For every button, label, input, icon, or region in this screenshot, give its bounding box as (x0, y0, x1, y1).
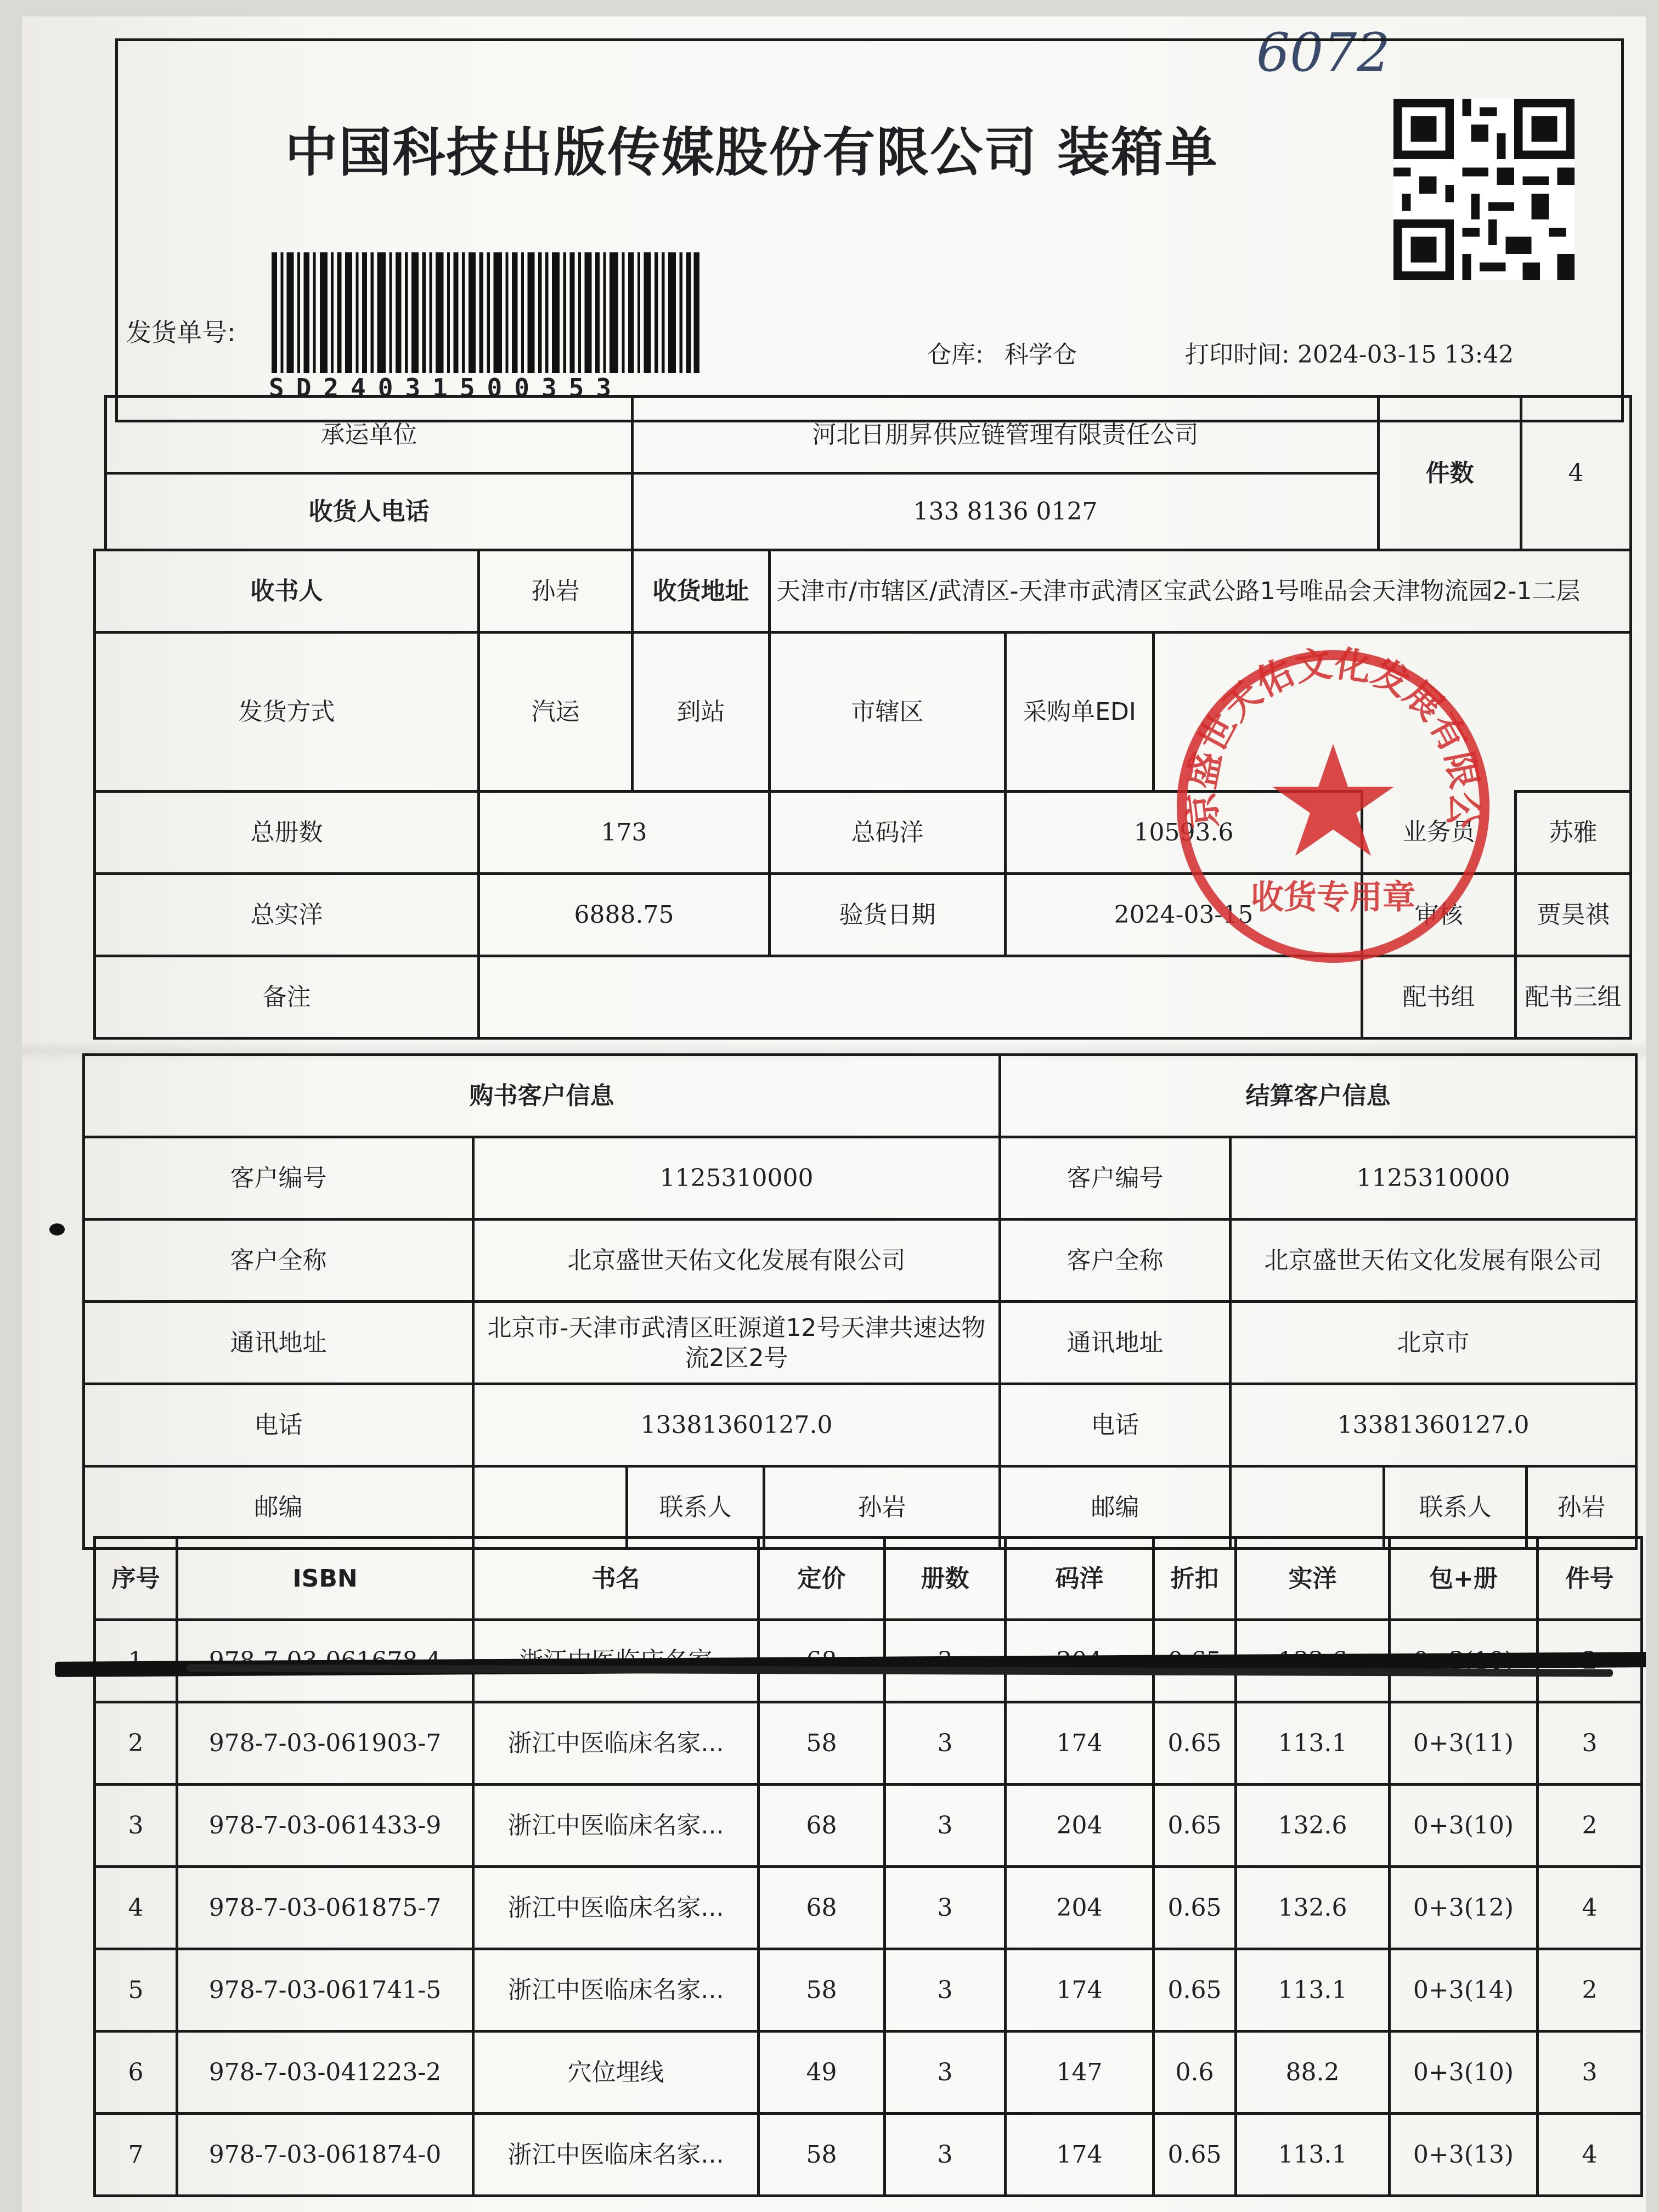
table-cell: 0+3(11) (1390, 1702, 1538, 1785)
buyer-phone: 13381360127.0 (473, 1384, 1000, 1466)
table-cell: 3 (885, 2114, 1006, 2196)
list-total: 10593.6 (1006, 792, 1362, 874)
table-cell: 204 (1006, 1785, 1154, 1867)
remark-value (479, 956, 1362, 1039)
items-header-cell: ISBN (177, 1538, 473, 1620)
table-cell: 174 (1006, 1949, 1154, 2032)
table-cell: 0.65 (1154, 2114, 1236, 2196)
warehouse (927, 335, 1077, 370)
table-cell: 0+3(10) (1390, 2032, 1538, 2114)
net-total-label: 总实洋 (95, 874, 479, 956)
items-header-cell: 册数 (885, 1538, 1006, 1620)
table-cell: 浙江中医临床名家... (473, 1949, 759, 2032)
receiver-label: 收书人 (95, 550, 479, 633)
table-row (95, 1867, 1642, 1949)
delivery-arrival: 到站 (633, 633, 770, 792)
buyer-addr-label: 通讯地址 (84, 1302, 473, 1384)
print-time-value: 2024-03-15 13:42 (1297, 341, 1514, 369)
group: 配书三组 (1516, 956, 1631, 1039)
delivery-district: 市辖区 (770, 633, 1006, 792)
print-time (1185, 335, 1514, 370)
buyer-contact: 孙岩 (764, 1466, 1000, 1549)
group-label: 配书组 (1362, 956, 1516, 1039)
table-cell: 3 (885, 1867, 1006, 1949)
table-cell: 0+3(14) (1390, 1949, 1538, 2032)
table-cell: 2 (95, 1702, 177, 1785)
table-cell: 978-7-03-061903-7 (177, 1702, 473, 1785)
list-total-label: 总码洋 (770, 792, 1006, 874)
table-cell: 浙江中医临床名家... (473, 1785, 759, 1867)
items-header-cell: 折扣 (1154, 1538, 1236, 1620)
delivery-order-type: 采购单EDI (1006, 633, 1154, 792)
items-table (93, 1536, 1643, 2197)
items-header-cell: 件号 (1538, 1538, 1642, 1620)
items-header-cell: 书名 (473, 1538, 759, 1620)
table-cell: 204 (1006, 1867, 1154, 1949)
table-cell: 3 (885, 2032, 1006, 2114)
buyer-header: 购书客户信息 (84, 1055, 1000, 1137)
items-header-cell: 码洋 (1006, 1538, 1154, 1620)
table-cell: 7 (95, 2114, 177, 2196)
table-cell: 68 (759, 1785, 885, 1867)
seal-subtext: 收货专用章 (1251, 878, 1415, 917)
table-cell: 3 (885, 1702, 1006, 1785)
table-cell: 113.1 (1236, 1702, 1390, 1785)
carrier-label: 承运单位 (106, 397, 633, 473)
items-header-cell: 定价 (759, 1538, 885, 1620)
table-cell: 2 (1538, 1785, 1642, 1867)
table-cell: 3 (885, 1785, 1006, 1867)
settle-name-label: 客户全称 (1000, 1220, 1231, 1302)
table-cell: 58 (759, 2114, 885, 2196)
table-row (95, 1785, 1642, 1867)
pieces-value: 4 (1521, 397, 1631, 550)
settle-phone: 13381360127.0 (1231, 1384, 1637, 1466)
barcode (272, 252, 699, 373)
address-value: 天津市/市辖区/武清区-天津市武清区宝武公路1号唯品会天津物流园2-1二层 (770, 550, 1631, 633)
table-cell: 3 (95, 1785, 177, 1867)
table-cell: 147 (1006, 2032, 1154, 2114)
recipient-table (93, 549, 1632, 1040)
customer-table (82, 1053, 1638, 1550)
table-cell: 0.6 (1154, 2032, 1236, 2114)
stamp-area (1154, 633, 1631, 792)
table-row (95, 1949, 1642, 2032)
table-cell: 978-7-03-041223-2 (177, 2032, 473, 2114)
table-cell: 6 (95, 2032, 177, 2114)
review-label: 审核 (1362, 874, 1516, 956)
table-cell: 68 (759, 1867, 885, 1949)
settle-zip-label: 邮编 (1000, 1466, 1231, 1549)
items-header-cell: 序号 (95, 1538, 177, 1620)
buyer-name-label: 客户全称 (84, 1220, 473, 1302)
settle-contact: 孙岩 (1527, 1466, 1637, 1549)
items-header-row (95, 1538, 1642, 1620)
settle-phone-label: 电话 (1000, 1384, 1231, 1466)
table-cell: 978-7-03-061875-7 (177, 1867, 473, 1949)
order-no: SD24031500353 (269, 373, 624, 403)
phone-value: 133 8136 0127 (633, 473, 1379, 550)
handwritten-note: 6072 (1256, 22, 1391, 83)
table-cell: 132.6 (1236, 1867, 1390, 1949)
table-cell: 4 (1538, 1867, 1642, 1949)
reviewer: 贾昊祺 (1516, 874, 1631, 956)
table-cell: 58 (759, 1702, 885, 1785)
table-cell: 浙江中医临床名家... (473, 1702, 759, 1785)
table-cell: 0+3(12) (1390, 1867, 1538, 1949)
table-row (95, 2032, 1642, 2114)
table-cell: 2 (1538, 1949, 1642, 2032)
warehouse-value: 科学仓 (1004, 341, 1077, 369)
table-cell: 0+3(13) (1390, 2114, 1538, 2196)
salesperson: 苏雅 (1516, 792, 1631, 874)
settle-addr-label: 通讯地址 (1000, 1302, 1231, 1384)
table-cell: 0+3(10) (1390, 1785, 1538, 1867)
receiver-value: 孙岩 (479, 550, 633, 633)
table-cell: 132.6 (1236, 1785, 1390, 1867)
table-cell: 0.65 (1154, 1949, 1236, 2032)
buyer-contact-label: 联系人 (627, 1466, 764, 1549)
table-cell: 浙江中医临床名家... (473, 2114, 759, 2196)
inspect-date: 2024-03-15 (1006, 874, 1362, 956)
carrier-table (104, 395, 1632, 551)
buyer-addr: 北京市-天津市武清区旺源道12号天津共速达物流2区2号 (473, 1302, 1000, 1384)
carrier-value: 河北日朋昇供应链管理有限责任公司 (633, 397, 1379, 473)
table-cell: 978-7-03-061874-0 (177, 2114, 473, 2196)
table-row (95, 1702, 1642, 1785)
address-label: 收货地址 (633, 550, 770, 633)
table-cell: 穴位埋线 (473, 2032, 759, 2114)
items-header-cell: 包+册 (1390, 1538, 1538, 1620)
buyer-id-label: 客户编号 (84, 1137, 473, 1220)
net-total: 6888.75 (479, 874, 770, 956)
table-cell: 58 (759, 1949, 885, 2032)
settle-header: 结算客户信息 (1000, 1055, 1637, 1137)
pieces-label: 件数 (1379, 397, 1521, 550)
settle-id-label: 客户编号 (1000, 1137, 1231, 1220)
print-time-label: 打印时间: (1185, 341, 1290, 369)
buyer-zip-label: 邮编 (84, 1466, 473, 1549)
buyer-phone-label: 电话 (84, 1384, 473, 1466)
warehouse-label: 仓库: (927, 341, 984, 369)
settle-id: 1125310000 (1231, 1137, 1637, 1220)
table-cell: 3 (1538, 1702, 1642, 1785)
settle-contact-label: 联系人 (1384, 1466, 1527, 1549)
document-title: 中国科技出版传媒股份有限公司 装箱单 (285, 121, 1218, 183)
buyer-name: 北京盛世天佑文化发展有限公司 (473, 1220, 1000, 1302)
delivery-method: 汽运 (479, 633, 633, 792)
table-cell: 0.65 (1154, 1867, 1236, 1949)
table-cell: 49 (759, 2032, 885, 2114)
total-volumes-label: 总册数 (95, 792, 479, 874)
table-cell: 174 (1006, 2114, 1154, 2196)
punch-mark (49, 1223, 65, 1235)
table-cell: 174 (1006, 1702, 1154, 1785)
settle-name: 北京盛世天佑文化发展有限公司 (1231, 1220, 1637, 1302)
table-cell: 浙江中医临床名家... (473, 1867, 759, 1949)
table-cell: 978-7-03-061741-5 (177, 1949, 473, 2032)
table-cell: 978-7-03-061433-9 (177, 1785, 473, 1867)
table-cell: 4 (1538, 2114, 1642, 2196)
seal-text: 京盛世天佑文化发展有限公 (1180, 642, 1486, 831)
table-cell: 4 (95, 1867, 177, 1949)
inspect-date-label: 验货日期 (770, 874, 1006, 956)
remark-label: 备注 (95, 956, 479, 1039)
table-cell: 113.1 (1236, 1949, 1390, 2032)
table-cell: 88.2 (1236, 2032, 1390, 2114)
table-cell: 0.65 (1154, 1785, 1236, 1867)
delivery-method-label: 发货方式 (95, 633, 479, 792)
salesperson-label: 业务员 (1362, 792, 1516, 874)
packing-slip-paper (22, 16, 1646, 2212)
table-cell: 113.1 (1236, 2114, 1390, 2196)
table-cell: 5 (95, 1949, 177, 2032)
table-cell: 0.65 (1154, 1702, 1236, 1785)
qr-code (1393, 99, 1575, 280)
order-no-label: 发货单号: (126, 318, 236, 347)
buyer-id: 1125310000 (473, 1137, 1000, 1220)
settle-addr: 北京市 (1231, 1302, 1637, 1384)
items-header-cell: 实洋 (1236, 1538, 1390, 1620)
total-volumes: 173 (479, 792, 770, 874)
phone-label: 收货人电话 (106, 473, 633, 550)
table-cell: 3 (885, 1949, 1006, 2032)
table-cell: 3 (1538, 2032, 1642, 2114)
table-row (95, 2114, 1642, 2196)
